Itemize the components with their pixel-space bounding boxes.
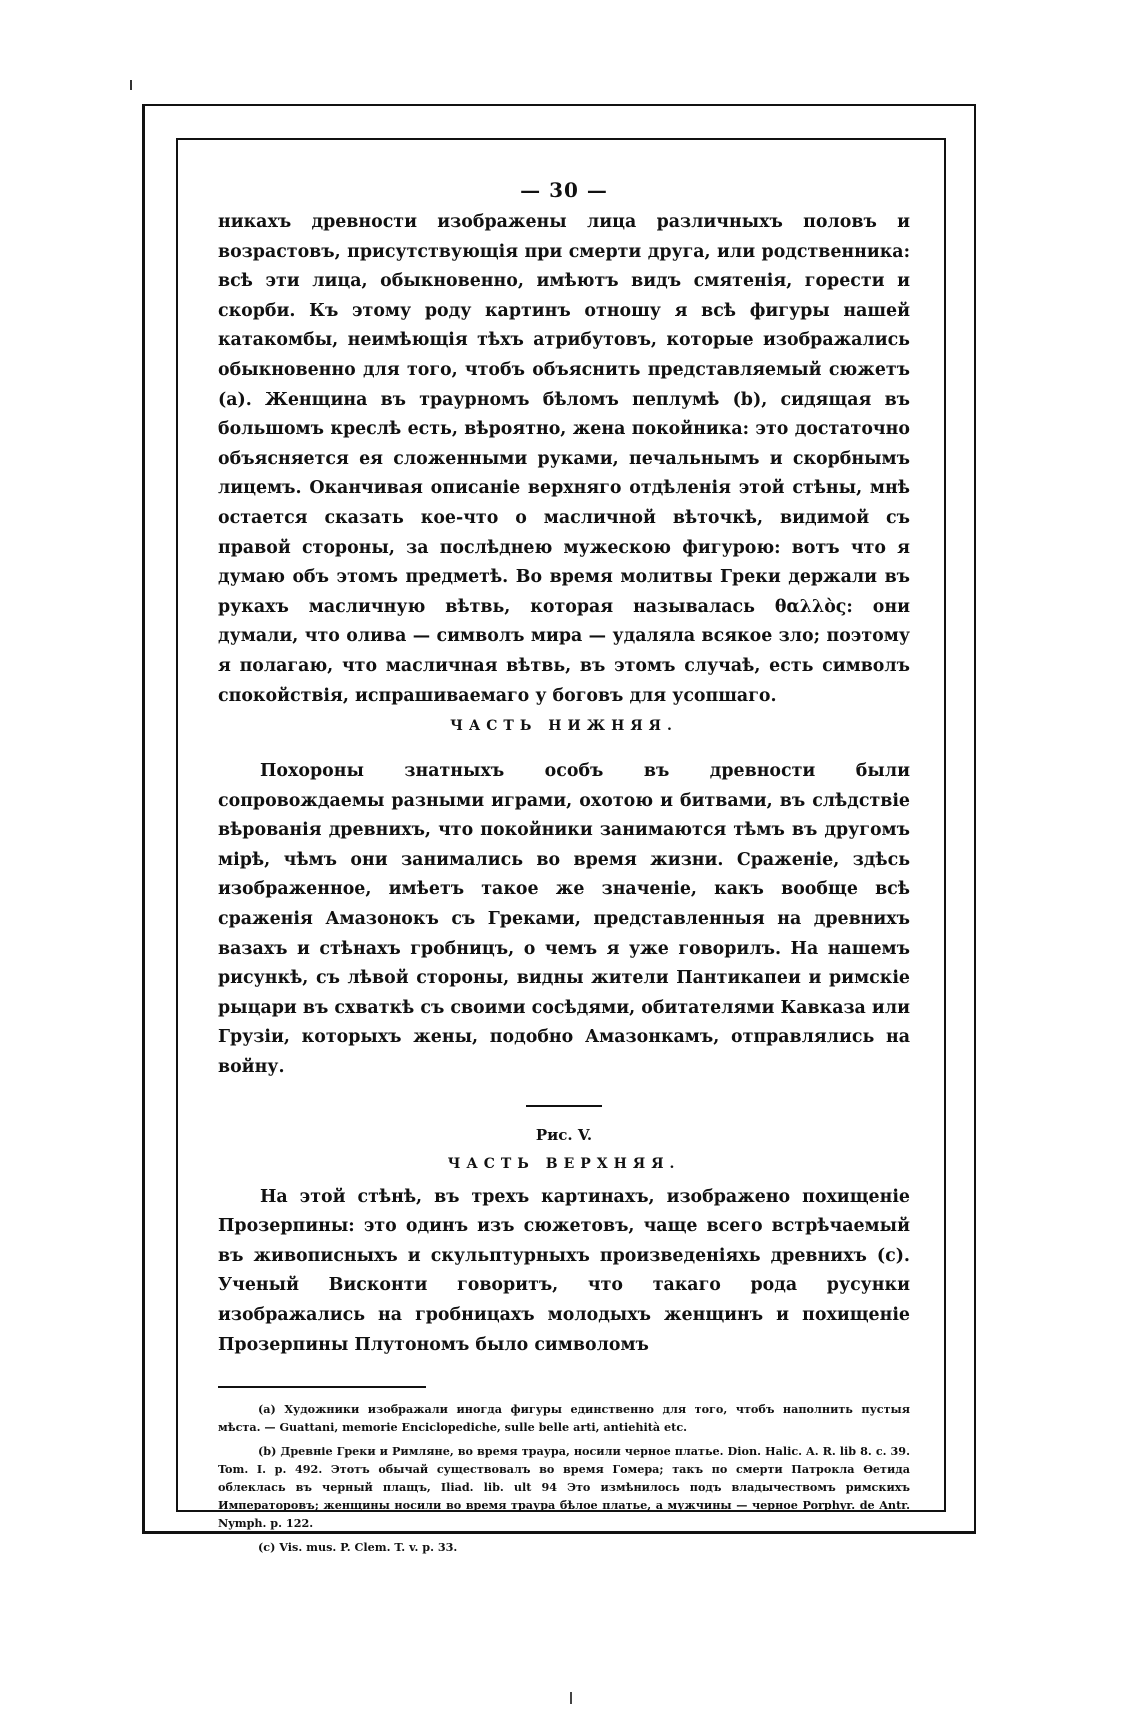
scan-mark-top xyxy=(130,80,132,90)
page-number: — 30 — xyxy=(520,178,608,202)
footnote-divider xyxy=(218,1386,426,1388)
section-divider xyxy=(526,1105,602,1107)
footnote-c: (c) Vis. mus. P. Clem. T. v. p. 33. xyxy=(258,1540,458,1555)
paragraph-lower-part: Похороны знатныхъ особъ въ древности были сопровождаемы разными играми, охотою и битвами, въ слѣдствіе вѣрованія древнихъ, что покойники занимаются тѣмъ въ другомъ мірѣ, чѣмъ они занимались во время жизни. Сраженіе, здѣсь изображенное, имѣетъ такое же значеніе, какъ вообще всѣ сраженія Амазонокъ съ Греками, представленныя на древнихъ вазахъ и стѣнахъ гробницъ, о чемъ я уже говорилъ. На нашемъ рисункѣ, съ лѣвой стороны, видны жители Пантикапеи и римскіе рыцари въ схваткѣ съ своими сосѣдями, обитателями Кавказа или Грузіи, которыхъ жены, подобно Амазонкамъ, отправлялись на войну. xyxy=(218,761,910,1078)
scan-mark-bottom xyxy=(570,1692,572,1704)
heading-lower-part: ЧАСТЬ НИЖНЯЯ. xyxy=(450,718,678,735)
footnote-b: (b) Древніе Греки и Римляне, во время траура, носили черное платье. Dion. Halic. A. R. lib 8. c. 39. Tom. I. p. 492. Этотъ обычай существовалъ во время Гомера; такъ по смерти Патрокла Өетида облеклась въ черный плащъ, Iliad. lib. ult 94 Это измѣнилось подъ владычествомъ римскихъ Императоровъ; женщины носили во время траура бѣлое платье, а мужчины — черное Porphyr. de Antr. Nymph. p. 122. xyxy=(218,1444,910,1531)
page-content xyxy=(218,178,910,1562)
footnote-a: (a) Художники изображали иногда фигуры единственно для того, чтобъ наполнить пустыя мѣста. — Guattani, memorie Enciclopediche, sulle belle arti, antiehità etc. xyxy=(218,1402,910,1435)
paragraph-upper-part: На этой стѣнѣ, въ трехъ картинахъ, изображено похищеніе Прозерпины: это одинъ изъ сюжетовъ, чаще всего встрѣчаемый въ живописныхъ и скульптурныхъ произведеніяхь древнихъ (c). Ученый Висконти говоритъ, что такаго рода русунки изображались на гробницахъ молодыхъ женщинъ и похищеніе Прозерпины Плутономъ было символомъ xyxy=(218,1186,910,1355)
paragraph-continuation: никахъ древности изображены лица различныхъ половъ и возрастовъ, присутствующія при смерти друга, или родственника: всѣ эти лица, обыкновенно, имѣютъ видъ смятенія, горести и скорби. Къ этому роду картинъ отношу я всѣ фигуры нашей катакомбы, неимѣющія тѣхъ атрибутовъ, которые изображались обыкновенно для того, чтобъ объяснить представляемый сюжетъ (a). Женщина въ траурномъ бѣломъ пеплумѣ (b), сидящая въ большомъ креслѣ есть, вѣроятно, жена покойника: это достаточно объясняется ея сложенными руками, печальнымъ и скорбнымъ лицемъ. Оканчивая описаніе верхняго отдѣленія этой стѣны, мнѣ остается сказать кое-что о масличной вѣточкѣ, видимой съ правой стороны, за послѣднею мужескою фигурою: вотъ что я думаю объ этомъ предметѣ. Во время молитвы Греки держали въ рукахъ масличную вѣтвь, которая называлась θαλλὸς: они думали, что олива — символъ мира — удаляла всякое зло; поэтому я полагаю, что масличная вѣтвь, въ этомъ случаѣ, есть символъ спокойствія, испрашиваемаго у боговъ для усопшаго. xyxy=(218,212,910,706)
figure-label: Рис. V. xyxy=(535,1125,593,1144)
heading-upper-part: ЧАСТЬ ВЕРХНЯЯ. xyxy=(447,1155,681,1172)
